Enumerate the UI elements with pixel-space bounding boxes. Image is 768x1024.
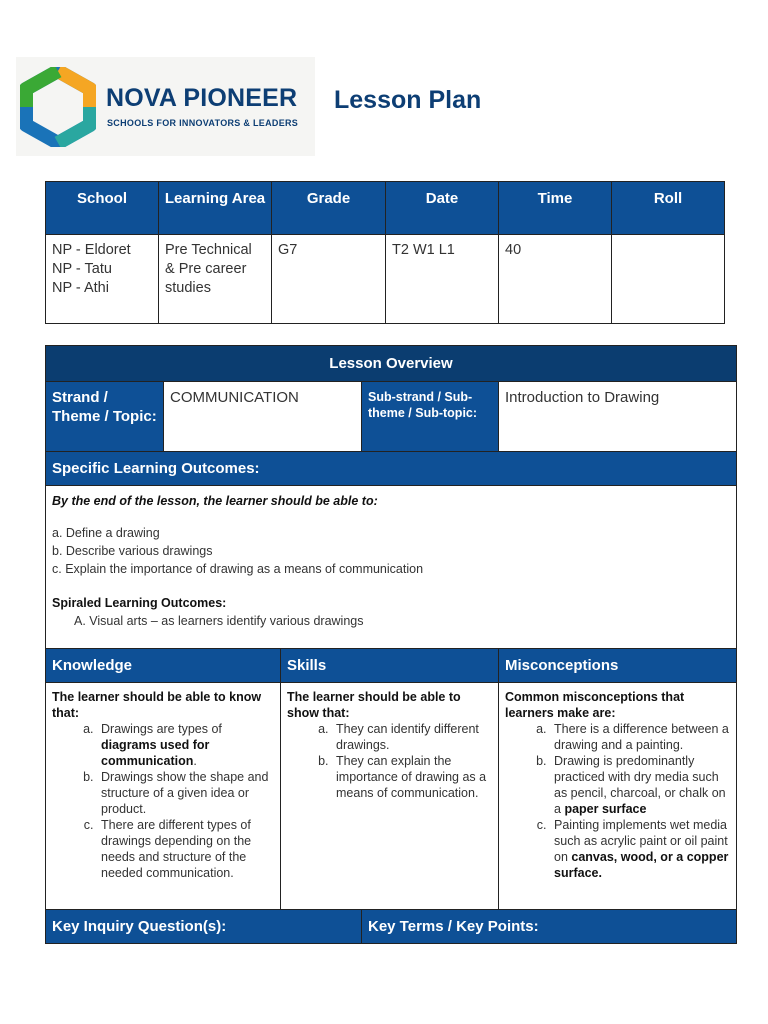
page-title: Lesson Plan [334,86,482,114]
outcomes-content [46,486,737,649]
skills-label: Skills [281,649,499,683]
skills-content [281,683,499,910]
misconceptions-list [505,721,730,881]
list-item: a. Drawings are types of diagrams used for communication. [97,721,274,769]
substrand-label: Sub-strand / Sub-theme / Sub-topic: [362,382,499,452]
key-terms-label: Key Terms / Key Points: [362,910,737,944]
skills-list [287,721,492,801]
cell-school [46,235,159,324]
list-item: a. They can identify different drawings. [332,721,492,753]
spiral-label: Spiraled Learning Outcomes: [52,596,227,610]
outcome-item: c. Explain the importance of drawing as a means of communication [52,562,424,576]
misconceptions-label: Misconceptions [499,649,737,683]
brand-name: NOVA PIONEER [106,84,298,112]
list-item: b. They can explain the importance of drawing as a means of communication. [332,753,492,801]
skills-lead: The learner should be able to show that: [287,690,461,720]
list-item: c. There are different types of drawings depending on the needs and structure of the needed communication. [97,817,274,881]
list-item: b. Drawing is predominantly practiced with dry media such as pencil, charcoal, or chalk on a paper surface [550,753,730,817]
cell-time: 40 [499,235,612,324]
knowledge-content [46,683,281,910]
substrand-value: Introduction to Drawing [499,382,737,452]
header-grade: Grade [272,182,386,235]
header-school: School [46,182,159,235]
list-item: c. Painting implements wet media such as acrylic paint or oil paint on canvas, wood, or a copper surface. [550,817,730,881]
cell-grade: G7 [272,235,386,324]
knowledge-list [52,721,274,881]
lesson-overview-title: Lesson Overview [46,346,737,382]
header-date: Date [386,182,499,235]
cell-roll [612,235,725,324]
strand-value: COMMUNICATION [164,382,362,452]
school-athi: NP - Athi [52,280,109,296]
brand-tagline: SCHOOLS FOR INNOVATORS & LEADERS [107,118,299,128]
school-eldoret: NP - Eldoret [52,242,131,258]
outcomes-intro: By the end of the lesson, the learner should be able to: [52,494,378,508]
header-roll: Roll [612,182,725,235]
cell-date: T2 W1 L1 [386,235,499,324]
strand-label: Strand / Theme / Topic: [46,382,164,452]
list-item: b. Drawings show the shape and structure of a given idea or product. [97,769,274,817]
header-time: Time [499,182,612,235]
spiral-item: A. Visual arts – as learners identify various drawings [74,614,364,628]
outcomes-label: Specific Learning Outcomes: [46,452,737,486]
misconceptions-content [499,683,737,910]
misconceptions-lead: Common misconceptions that learners make are: [505,690,685,720]
knowledge-lead: The learner should be able to know that: [52,690,262,720]
lesson-overview-table [45,345,737,944]
lesson-info-table [45,181,725,324]
nova-pioneer-logo-icon [20,67,96,147]
outcome-item: a. Define a drawing [52,526,160,540]
header-learning-area: Learning Area [159,182,272,235]
knowledge-label: Knowledge [46,649,281,683]
list-item: a. There is a difference between a drawing and a painting. [550,721,730,753]
cell-learning-area: Pre Technical & Pre career studies [159,235,272,324]
school-tatu: NP - Tatu [52,261,112,277]
key-inquiry-label: Key Inquiry Question(s): [46,910,362,944]
outcome-item: b. Describe various drawings [52,544,213,558]
